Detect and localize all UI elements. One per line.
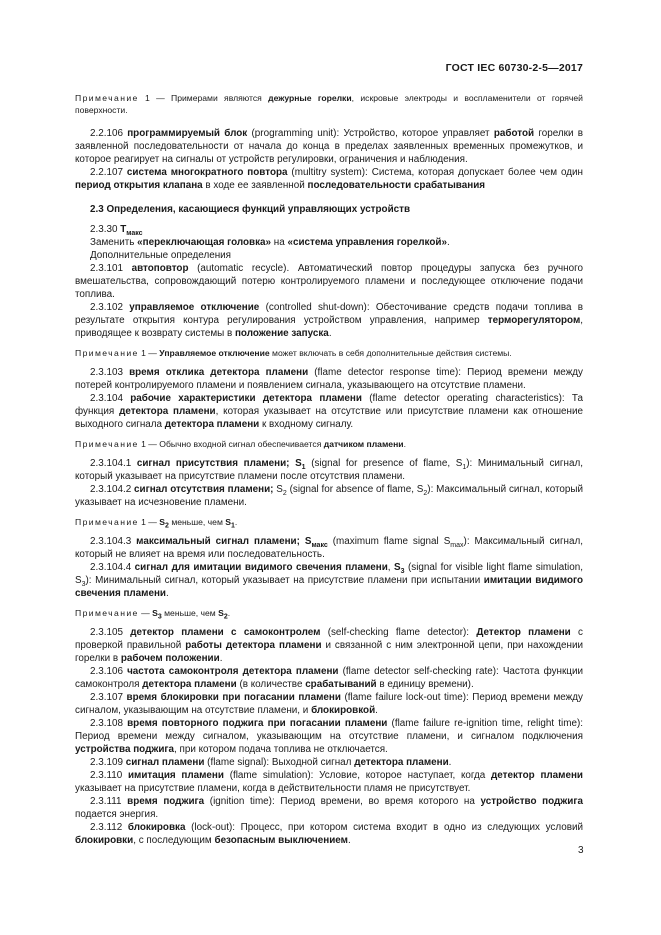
bold-term: имитация пламени — [127, 770, 224, 781]
note-paragraph — [75, 607, 583, 619]
text-run: . — [219, 653, 223, 664]
bold-term: блокировка — [127, 822, 186, 833]
text-run: 1 — Примерами являются — [138, 93, 269, 103]
definition-paragraph — [75, 249, 583, 262]
bold-term: детектора пламени — [354, 757, 449, 768]
bold-term: датчиком пламени — [323, 439, 404, 449]
text-run: . — [448, 757, 452, 768]
text-run: 2.2.106 — [90, 128, 128, 139]
definition-paragraph — [75, 626, 583, 665]
text-run: и связанной с ним электронной цепи, при нахождении горелки в — [75, 640, 583, 664]
bold-term: автоповтор — [131, 263, 189, 274]
text-run: 1 — Обычно входной сигнал обеспечивается — [138, 439, 324, 449]
text-run: (signal for absence of flame, S — [286, 484, 424, 495]
text-run: к входному сигналу. — [259, 419, 354, 430]
text-run: (flame failure lock-out time): Период времени между сигналом, указывающим на отсутствие пламени, и — [75, 692, 583, 716]
bold-term: имитации видимого свечения пламени — [75, 575, 583, 599]
text-run: ): Минимальный сигнал, который указывает на присутствие пламени после отсутствия пламени. — [75, 458, 583, 482]
text-run: S — [276, 484, 283, 495]
definition-paragraph — [75, 366, 583, 392]
text-run: (flame detector operating characteristics): Та функция — [75, 393, 583, 417]
text-run: . — [347, 835, 351, 846]
subscript: макс — [126, 229, 143, 237]
text-run: 2.3.101 — [90, 263, 132, 274]
text-run: (multitry system): Система, которая допускает более чем один — [287, 167, 583, 178]
text-run: 2.3.102 — [90, 302, 130, 313]
bold-term: безопасным выключением — [214, 835, 348, 846]
text-run: 2.3.105 — [90, 627, 131, 638]
text-run: 2.3.108 — [90, 718, 128, 729]
text-run: (flame detector response time): Период времени между потерей контролируемого пламени и появлением сигнала, указывающего на отсутствие пламени. — [75, 367, 583, 391]
text-run: ): Максимальный сигнал, который не влияет на время или последовательность. — [75, 536, 583, 560]
text-run: меньше, чем — [168, 517, 226, 527]
text-run: , которая указывает на отсутствие или присутствие пламени как отношение выходного сигнала — [75, 406, 583, 430]
text-run: в ходе ее заявленной — [202, 180, 308, 191]
subscript: 2 — [282, 489, 287, 497]
text-run: . — [234, 517, 238, 527]
note-paragraph — [75, 516, 583, 528]
text-run: (в количестве — [236, 679, 306, 690]
bold-term: работой — [493, 128, 535, 139]
bold-term: сигнал присутствия пламени; S — [136, 458, 302, 469]
bold-term: S — [218, 608, 224, 618]
bold-term: Детектор пламени — [476, 627, 571, 638]
subscript: max — [450, 541, 464, 549]
subscript: макс — [311, 541, 328, 549]
text-run: . — [403, 439, 406, 449]
text-run: 2.3.104.4 — [90, 562, 135, 573]
text-run: (signal for presence of flame, S — [305, 458, 463, 469]
bold-term: сигнал отсутствия пламени; — [134, 484, 277, 495]
subscript: 3 — [400, 567, 405, 575]
text-run: Дополнительные определения — [90, 250, 232, 261]
text-run: ): Максимальный сигнал, который указывает на исчезновение пламени. — [75, 484, 583, 508]
definition-paragraph — [75, 691, 583, 717]
bold-term: программируемый блок — [127, 128, 248, 139]
text-run: 2.3.110 — [90, 770, 128, 781]
bold-term: рабочем положении — [120, 653, 220, 664]
bold-term: сигнал для имитации видимого свечения пламени — [134, 562, 388, 573]
bold-term: максимальный сигнал пламени; S — [136, 536, 312, 547]
bold-term: работы детектора пламени — [185, 640, 322, 651]
subscript: 1 — [301, 463, 306, 471]
bold-term: S — [159, 517, 166, 527]
text-run: 2.3.104.1 — [90, 458, 137, 469]
note-label: Примечание — [75, 608, 139, 618]
bold-term: терморегулятором — [487, 315, 581, 326]
definition-paragraph — [75, 665, 583, 691]
bold-term: устройство поджига — [480, 796, 583, 807]
definition-paragraph — [75, 483, 583, 509]
bold-term: T — [120, 224, 127, 235]
text-run: с проверкой правильной — [75, 627, 583, 651]
bold-term: срабатываний — [305, 679, 377, 690]
text-run: 2.3.111 — [90, 796, 128, 807]
text-run: 2.3.103 — [90, 367, 130, 378]
bold-term: дежурные горелки — [268, 93, 352, 103]
text-run: . — [375, 705, 378, 716]
bold-term: детектор пламени с самоконтролем — [130, 627, 321, 638]
bold-term: управляемое отключение — [129, 302, 260, 313]
definition-paragraph — [75, 457, 583, 483]
bold-term — [311, 536, 327, 547]
document-body — [75, 92, 583, 847]
text-run: 2.3.109 — [90, 757, 126, 768]
bold-term: «система управления горелкой» — [287, 237, 447, 248]
bold-term: рабочие характеристики детектора пламени — [130, 393, 362, 404]
text-run: на — [271, 237, 288, 248]
bold-term: время повторного поджига при погасании пламени — [127, 718, 388, 729]
note-label: Примечание — [75, 348, 139, 358]
text-run: . — [328, 328, 332, 339]
bold-term: S — [152, 608, 158, 618]
note-paragraph — [75, 92, 583, 116]
bold-term: положение запуска — [234, 328, 329, 339]
bold-term: блокировкой — [311, 705, 376, 716]
definition-paragraph — [75, 223, 583, 236]
text-run: может включать в себя дополнительные действия системы. — [269, 348, 512, 358]
text-run: 2.3.107 — [90, 692, 127, 703]
text-run: (ignition time): Период времени, во время которого на — [204, 796, 481, 807]
text-run: (flame failure re-ignition time, relight time): Период времени между сигналом, указывающим на отсутствие пламени, и сигналом подключения — [75, 718, 583, 742]
text-run: 2.3.106 — [90, 666, 128, 677]
bold-term: 2.3 Определения, касающиеся функций управляющих устройств — [90, 204, 411, 215]
bold-term: детектор пламени — [491, 770, 584, 781]
text-run: (flame detector self-checking rate): Частота функции самоконтроля — [75, 666, 583, 690]
text-run: (programming unit): Устройство, которое управляет — [247, 128, 494, 139]
text-run: 2.3.104.2 — [90, 484, 135, 495]
text-run: — — [138, 608, 153, 618]
bold-term: система многократного повтора — [126, 167, 288, 178]
text-run: , с последующим — [133, 835, 215, 846]
text-run: 2.3.104 — [90, 393, 131, 404]
text-run: (automatic recycle). Автоматический повтор процедуры запуска без ручного вмешательства, сопровождающий потерю контролируемого пламени и последующее отключение подачи топлива. — [75, 263, 583, 300]
text-run: . — [227, 608, 231, 618]
definition-paragraph — [75, 821, 583, 847]
text-run: , приводящее к возврату системы в — [75, 315, 583, 339]
definition-paragraph — [75, 561, 583, 600]
text-run: подается энергия. — [75, 809, 159, 820]
definition-paragraph — [75, 166, 583, 192]
note-label: Примечание — [75, 439, 139, 449]
definition-paragraph — [75, 127, 583, 166]
text-run: . — [446, 237, 450, 248]
note-paragraph — [75, 438, 583, 450]
section-heading — [75, 203, 583, 216]
definition-paragraph — [75, 392, 583, 431]
subscript: 2 — [423, 489, 428, 497]
definition-paragraph — [75, 535, 583, 561]
definition-paragraph — [75, 717, 583, 756]
definition-paragraph — [75, 301, 583, 340]
note-label: Примечание — [75, 517, 139, 527]
text-run: (controlled shut-down): Обесточивание средств подачи топлива в результате открытия контура регулирования устройством управления, например — [75, 302, 583, 326]
text-run: , при котором подача топлива не отключается. — [174, 744, 388, 755]
bold-term: «переключающая головка» — [137, 237, 272, 248]
text-run: указывает на присутствие пламени, когда в действительности пламя не присутствует. — [75, 783, 471, 794]
subscript: 2 — [165, 522, 169, 530]
bold-term: сигнал пламени — [125, 757, 205, 768]
bold-term — [126, 224, 142, 235]
text-run: , — [387, 562, 395, 573]
text-run: 2.3.30 — [90, 224, 121, 235]
definition-paragraph — [75, 236, 583, 249]
bold-term: период открытия клапана — [75, 180, 203, 191]
bold-term: блокировки — [75, 835, 134, 846]
subscript: 3 — [81, 580, 86, 588]
bold-term: детектора пламени — [164, 419, 260, 430]
subscript: 1 — [230, 522, 235, 530]
bold-term: время блокировки при погасании пламени — [126, 692, 341, 703]
definition-paragraph — [75, 262, 583, 301]
note-paragraph — [75, 347, 583, 359]
text-run: 2.3.112 — [90, 822, 128, 833]
text-run: горелки в заявленной последовательности от начала до конца в пределах заявленных временных промежутков, и которое реагирует на сигналы от устройств регулировки, ограничения и наблюдения. — [75, 128, 583, 165]
definition-paragraph — [75, 756, 583, 769]
subscript: 1 — [462, 463, 467, 471]
text-run: Заменить — [90, 237, 138, 248]
bold-term: последовательности срабатывания — [307, 180, 486, 191]
bold-term: S — [394, 562, 401, 573]
text-run: (maximum flame signal S — [327, 536, 451, 547]
text-run: 2.2.107 — [90, 167, 127, 178]
text-run: 1 — — [138, 517, 160, 527]
bold-term: устройства поджига — [75, 744, 175, 755]
bold-term: Управляемое отключение — [159, 348, 270, 358]
text-run: , искровые электроды и воспламенители от горячей поверхности. — [75, 93, 583, 115]
text-run: (signal for visible light flame simulation, S — [75, 562, 583, 586]
text-run: 1 — — [138, 348, 160, 358]
definition-paragraph — [75, 769, 583, 795]
bold-term: S — [225, 517, 231, 527]
bold-term: время поджига — [127, 796, 205, 807]
bold-term: частота самоконтроля детектора пламени — [127, 666, 339, 677]
bold-term: время отклика детектора пламени — [129, 367, 309, 378]
definition-paragraph — [75, 795, 583, 821]
text-run: ): Минимальный сигнал, который указывает на присутствие пламени при испытании — [85, 575, 484, 586]
text-run: меньше, чем — [161, 608, 219, 618]
document-code-header: ГОСТ IEC 60730-2-5—2017 — [445, 62, 583, 74]
subscript: 2 — [223, 613, 228, 621]
note-label: Примечание — [75, 93, 139, 103]
text-run: (self-checking flame detector): — [320, 627, 477, 638]
text-run: (lock-out): Процесс, при котором система входит в одно из следующих условий — [185, 822, 583, 833]
text-run: (flame simulation): Условие, которое наступает, когда — [223, 770, 492, 781]
text-run: (flame signal): Выходной сигнал — [204, 757, 355, 768]
bold-term: детектора пламени — [119, 406, 216, 417]
bold-term: детектора пламени — [142, 679, 237, 690]
subscript: 3 — [157, 613, 162, 621]
text-run: . — [166, 588, 169, 599]
page-number: 3 — [578, 845, 584, 856]
text-run: 2.3.104.3 — [90, 536, 137, 547]
text-run: в единицу времени). — [376, 679, 474, 690]
